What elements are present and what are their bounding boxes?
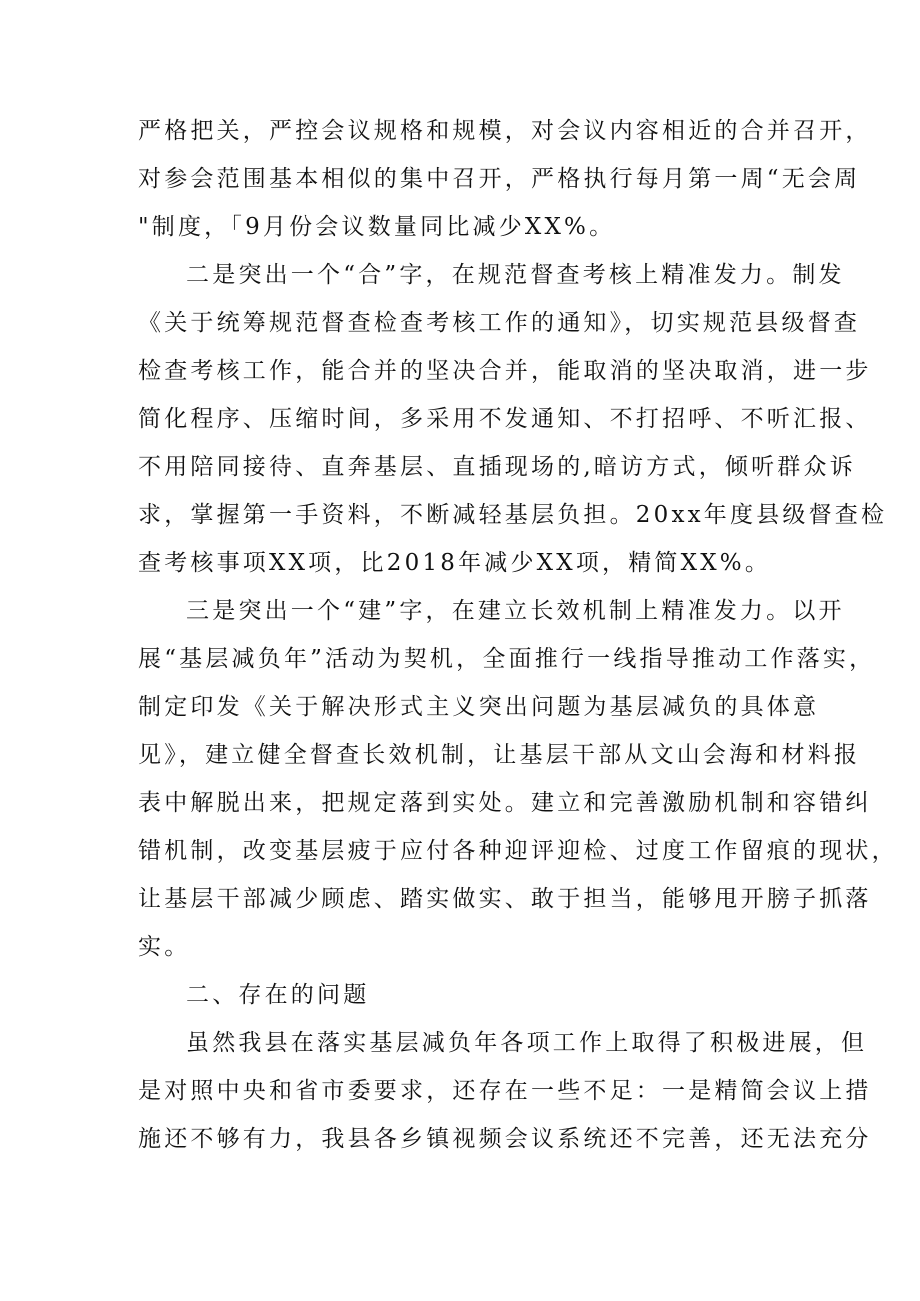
text-line: 不用陪同接待、直奔基层、直插现场的,暗访方式，倾听群众诉 [138,454,856,480]
section-heading: 二、存在的问题 [186,982,370,1008]
text-line: 展“基层减负年”活动为契机，全面推行一线指导推动工作落实， [138,646,876,672]
text-line: 制定印发《关于解决形式主义突出问题为基层减负的具体意 [138,694,820,720]
text-line: 见》，建立健全督查长效机制，让基层干部从文山会海和材料报 [138,742,861,768]
text-line: 对参会范围基本相似的集中召开，严格执行每月第一周“无会周 [138,166,861,192]
text-line: 让基层干部减少顾虑、踏实做实、敢于担当，能够甩开膀子抓落 [138,886,872,912]
text-line: 检查考核工作，能合并的坚决合并，能取消的坚决取消，进一步 [138,358,872,384]
text-line: 实。 [138,934,191,960]
text-line: "制度，「9月份会议数量同比减少XX%。 [138,214,616,240]
text-line: 施还不够有力，我县各乡镇视频会议系统还不完善，还无法充分 [138,1126,872,1152]
text-line: 错机制，改变基层疲于应付各种迎评迎检、过度工作留痕的现状， [138,838,898,864]
text-line: 是对照中央和省市委要求，还存在一些不足：一是精简会议上措 [138,1078,872,1104]
paragraph-start-line: 二是突出一个“合”字，在规范督查考核上精准发力。制发 [186,262,845,288]
text-line: 求，掌握第一手资料，不断减轻基层负担。20xx年度县级督查检 [138,502,888,528]
text-line: 查考核事项XX项，比2018年减少XX项，精简XX%。 [138,550,772,576]
text-line: 简化程序、压缩时间，多采用不发通知、不打招呼、不听汇报、 [138,406,872,432]
text-line: 《关于统筹规范督查检查考核工作的通知》，切实规范县级督查 [138,310,861,336]
paragraph-start-line: 三是突出一个“建”字，在建立长效机制上精准发力。以开 [186,598,845,624]
text-line: 严格把关，严控会议规格和规模，对会议内容相近的合并召开， [138,118,872,144]
text-line: 表中解脱出来，把规定落到实处。建立和完善激励机制和容错纠 [138,790,872,816]
paragraph-start-line: 虽然我县在落实基层减负年各项工作上取得了积极进展，但 [186,1030,868,1056]
